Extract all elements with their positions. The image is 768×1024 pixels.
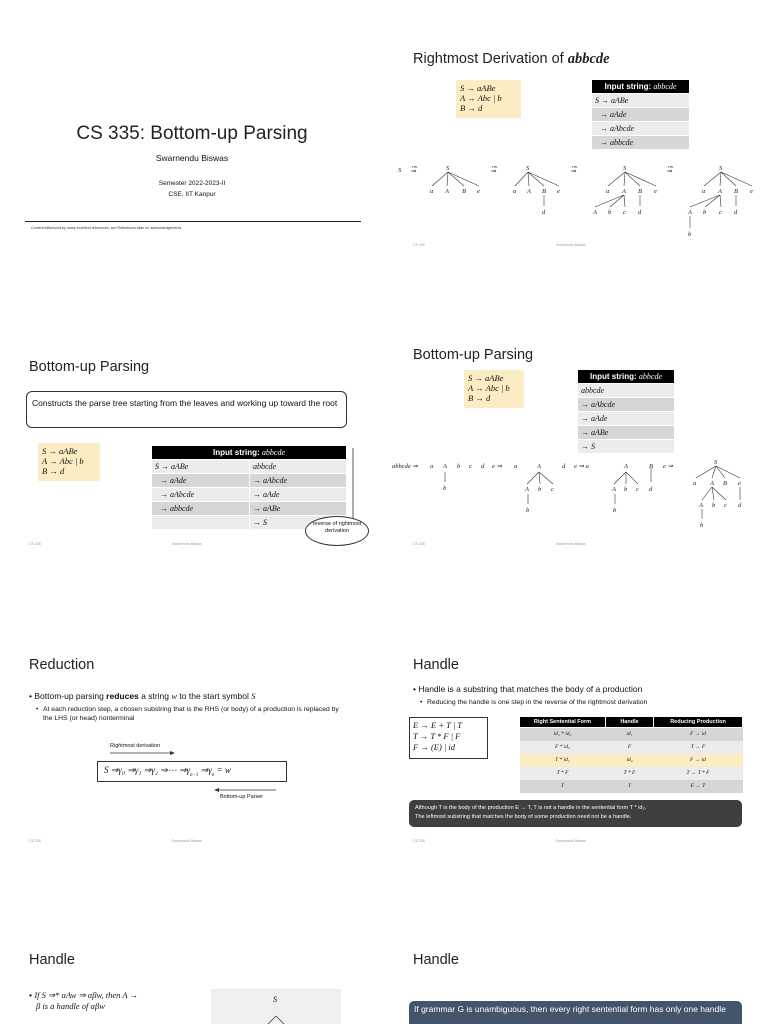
svg-text:d: d — [542, 209, 546, 216]
svg-text:b: b — [538, 486, 542, 493]
table-cell: → aAbcde — [152, 488, 250, 502]
production: B → d — [42, 466, 65, 476]
bullet-emphasis: reduces — [106, 691, 139, 701]
theorem-box — [409, 1001, 742, 1024]
svg-text:d: d — [738, 502, 742, 509]
slide-title: Handle — [413, 657, 459, 673]
header-math: abbcde — [261, 448, 285, 457]
production: E → E + T | T — [413, 720, 463, 730]
table-cell: id₂ — [626, 757, 633, 763]
footer-author: Swarnendu Biswas — [172, 839, 202, 843]
slide-handle-unambiguous — [384, 870, 768, 1024]
svg-text:rm: rm — [572, 164, 578, 169]
svg-text:e: e — [477, 188, 480, 195]
footer-course: CS 335 — [29, 839, 41, 843]
svg-text:rm: rm — [412, 164, 418, 169]
direction-arrows — [0, 580, 384, 870]
tree-root: S — [273, 995, 277, 1004]
bullet-text: If S ⇒* αAw ⇒ αβw, then A → — [34, 990, 139, 1000]
grammar-box — [456, 80, 521, 118]
table-cell: T — [560, 783, 565, 789]
svg-text:d: d — [481, 463, 485, 470]
svg-text:e ⇒ a: e ⇒ a — [574, 463, 589, 470]
svg-text:b: b — [613, 507, 617, 514]
table-row: → S — [578, 440, 675, 454]
reduction-table — [577, 369, 675, 454]
svg-text:c: c — [724, 502, 727, 509]
slide-bottom-up-trees — [384, 290, 768, 580]
table-cell: T * F — [556, 770, 569, 776]
table-cell: E → T — [690, 783, 706, 789]
table-cell: T — [627, 783, 632, 789]
slide-reduction — [0, 580, 384, 870]
bullet-text: β is a handle of αβw — [36, 1001, 105, 1011]
svg-text:⇒: ⇒ — [571, 168, 577, 175]
table-row: → aAde — [578, 412, 675, 426]
slide-title: Bottom-up Parsing — [413, 347, 534, 363]
table-cell: → aAbcde — [250, 474, 347, 488]
svg-text:e: e — [738, 480, 741, 487]
production: B → d — [468, 393, 491, 403]
label-bottom-up-parser: Bottom-up Parser — [220, 794, 264, 800]
bullet-text: Bottom-up parsing — [34, 691, 107, 701]
footnote: Content influenced by many excellent references, see References slide for acknowledgements. — [31, 226, 183, 230]
bullet: • Handle is a substring that matches the body of a production — [413, 684, 643, 694]
table-cell: F — [627, 744, 632, 750]
note-text: Although T is the body of the production E → T, T is not a handle in the sentential form T * id₂. — [415, 805, 647, 811]
svg-text:rm: rm — [668, 164, 674, 169]
svg-text:e: e — [750, 188, 753, 195]
svg-text:rm: rm — [492, 164, 498, 169]
svg-text:A: A — [527, 188, 531, 195]
header-math: abbcde — [638, 372, 662, 381]
deck-title: CS 335: Bottom-up Parsing — [76, 123, 308, 144]
note-box — [409, 800, 742, 827]
table-cell: T → F — [690, 744, 706, 750]
bullet: • Bottom-up parsing reduces a string w to the start symbol S — [29, 691, 256, 701]
svg-text:a: a — [693, 480, 697, 487]
slide-title: Handle — [413, 952, 459, 968]
svg-text:c: c — [469, 463, 472, 470]
note-text: The leftmost substring that matches the body of some production need not be a handle. — [415, 814, 632, 820]
svg-text:A: A — [443, 463, 447, 470]
svg-text:A: A — [699, 502, 703, 509]
table-row: S → aABe — [592, 94, 690, 108]
footer-author: Swarnendu Biswas — [556, 542, 586, 546]
table-cell: T * id₂ — [555, 757, 570, 763]
svg-text:d: d — [649, 486, 653, 493]
table-header — [592, 80, 690, 94]
svg-text:a: a — [702, 188, 706, 195]
svg-text:a: a — [430, 463, 434, 470]
svg-text:c: c — [623, 209, 626, 216]
svg-text:B: B — [542, 188, 546, 195]
svg-text:A: A — [718, 188, 722, 195]
parse-tree-panel — [211, 989, 341, 1024]
table-cell: F → id — [690, 731, 706, 738]
table-row: → aAde — [592, 108, 690, 122]
svg-text:A: A — [525, 486, 529, 493]
footer-course: CS 335 — [29, 542, 41, 546]
callout-bubble — [305, 516, 369, 546]
svg-text:B: B — [649, 463, 653, 470]
bullet-text: Handle is a substring that matches the body of a production — [418, 684, 643, 694]
definition-text: Constructs the parse tree starting from the leaves and working up toward the root — [32, 398, 338, 408]
footer-course: CS 335 — [413, 542, 425, 546]
svg-text:b: b — [688, 231, 692, 238]
table-header — [578, 370, 675, 384]
math-w: w — [171, 691, 178, 701]
svg-text:B: B — [638, 188, 642, 195]
footer-author: Swarnendu Biswas — [556, 243, 586, 247]
derivation-trees — [384, 158, 768, 248]
department: CSE, IIT Kanpur — [168, 191, 216, 198]
svg-text:e: e — [557, 188, 560, 195]
svg-text:A: A — [445, 188, 449, 195]
tree-edges — [211, 989, 341, 1024]
math-s: S — [251, 691, 256, 701]
svg-text:A: A — [593, 209, 597, 216]
grammar-box — [464, 370, 524, 408]
production: B → d — [460, 103, 483, 113]
column-header: Right Sentential Form — [520, 717, 606, 728]
svg-text:e ⇒: e ⇒ — [663, 463, 673, 470]
column-header: Reducing Production — [654, 717, 743, 728]
production: S → aABe — [468, 373, 504, 383]
table-cell: id₁ — [626, 731, 633, 738]
table-cell: → abbcde — [152, 502, 250, 516]
theorem-text: If grammar G is unambiguous, then every right sentential form has only one handle — [414, 1004, 726, 1014]
svg-text:c: c — [636, 486, 639, 493]
divider — [25, 221, 361, 222]
svg-text:b: b — [457, 463, 461, 470]
grammar-box — [409, 717, 488, 759]
sub-bullet: • At each reduction step, a chosen substring that is the RHS (or body) of a production is replaced by the LHS (or head) nonterminal — [36, 706, 339, 722]
table-row: → aAbcde — [592, 122, 690, 136]
slide-title: Handle — [29, 952, 75, 968]
svg-text:⇒: ⇒ — [491, 168, 497, 175]
header-math: abbcde — [653, 82, 677, 91]
svg-text:d: d — [734, 209, 738, 216]
header-text: Input string: — [590, 372, 639, 381]
svg-text:S: S — [719, 165, 723, 172]
title-text: Rightmost Derivation of — [413, 51, 568, 67]
bullet-text: to the start symbol — [177, 691, 252, 701]
svg-text:A: A — [622, 188, 626, 195]
sub-bullet-text: At each reduction step, a chosen substring that is the RHS (or body) of a production is replaced by the LHS (or head) nonterminal — [43, 706, 339, 722]
table-cell: F → id — [690, 757, 706, 763]
svg-text:e: e — [654, 188, 657, 195]
svg-text:b: b — [608, 209, 612, 216]
table-cell: T * F — [623, 770, 636, 776]
svg-text:⇒: ⇒ — [667, 168, 673, 175]
callout-text: reverse of rightmost derivation — [312, 521, 362, 534]
label-rightmost-derivation: Rightmost derivation — [110, 743, 161, 749]
column-header: Handle — [606, 717, 654, 728]
slide-bottom-up-parsing — [0, 290, 384, 580]
svg-text:abbcde ⇒: abbcde ⇒ — [392, 463, 418, 470]
production: A → Abc | b — [460, 93, 502, 103]
slide-handle-definition — [0, 870, 384, 1024]
svg-text:A: A — [710, 480, 714, 487]
table-row: → aAbcde — [578, 398, 675, 412]
table-cell: → aAde — [250, 488, 347, 502]
title-math: abbcde — [567, 51, 610, 67]
sub-bullet: • Reducing the handle is one step in the reverse of the rightmost derivation — [420, 699, 648, 706]
sub-bullet-text: Reducing the handle is one step in the reverse of the rightmost derivation — [427, 699, 648, 706]
svg-text:A: A — [537, 463, 541, 470]
table-cell: abbcde — [250, 460, 347, 474]
svg-text:b: b — [703, 209, 707, 216]
svg-text:S: S — [398, 167, 402, 174]
svg-text:B: B — [723, 480, 727, 487]
slide-title — [0, 0, 384, 290]
table-row: → abbcde — [592, 136, 690, 150]
footer-author: Swarnendu Biswas — [172, 542, 202, 546]
slide-title — [413, 51, 610, 68]
table-cell: → aAde — [152, 474, 250, 488]
footer-author: Swarnendu Biswas — [556, 839, 586, 843]
slide-title: Bottom-up Parsing — [29, 359, 150, 375]
svg-text:A: A — [688, 209, 692, 216]
svg-text:a: a — [514, 463, 518, 470]
production: S → aABe — [42, 446, 78, 456]
table-cell: → S — [250, 516, 347, 530]
production: F → (E) | id — [413, 742, 455, 752]
slide-rightmost-derivation — [384, 0, 768, 290]
svg-text:S: S — [714, 459, 718, 466]
svg-text:d: d — [562, 463, 566, 470]
author: Swarnendu Biswas — [155, 153, 229, 163]
table-cell: id₁ * id₂ — [553, 731, 572, 738]
table-cell: F * id₂ — [554, 744, 571, 750]
production: A → Abc | b — [468, 383, 510, 393]
svg-text:d: d — [638, 209, 642, 216]
derivation-table — [591, 79, 690, 150]
table-cell: T → T * F — [686, 770, 710, 776]
derivation-chain: S ⇒γ₀ ⇒γ₁ ⇒γ₂ ⇒⋯ $\Rightarrow\gamma_{n-1}$ $\Rightarrow\gamma_n = w$ — [97, 761, 287, 782]
table-cell: S → aABe — [152, 460, 250, 474]
svg-text:e ⇒: e ⇒ — [492, 463, 502, 470]
svg-text:b: b — [712, 502, 716, 509]
slide-title: Reduction — [29, 657, 95, 673]
footer-course: CS 335 — [413, 839, 425, 843]
table-row: → aABe — [578, 426, 675, 440]
svg-text:A: A — [624, 463, 628, 470]
svg-text:B: B — [462, 188, 466, 195]
svg-text:S: S — [446, 165, 450, 172]
bullet-text: a string — [138, 691, 172, 701]
bullet: • If S ⇒* αAw ⇒ αβw, then A → β is a handle of αβw — [29, 990, 139, 1011]
svg-text:A: A — [612, 486, 616, 493]
svg-text:S: S — [623, 165, 627, 172]
handle-table — [519, 716, 743, 793]
svg-text:⇒: ⇒ — [411, 168, 417, 175]
svg-text:b: b — [526, 507, 530, 514]
svg-text:a: a — [513, 188, 517, 195]
svg-text:a: a — [606, 188, 610, 195]
table-row: abbcde — [578, 384, 675, 398]
production: S → aABe — [460, 83, 496, 93]
svg-text:c: c — [551, 486, 554, 493]
footer-course: CS 335 — [413, 243, 425, 247]
production: A → Abc | b — [42, 456, 84, 466]
svg-text:b: b — [624, 486, 628, 493]
slide-handle-table — [384, 580, 768, 870]
header-text: Input string: — [213, 448, 262, 457]
svg-text:a: a — [430, 188, 434, 195]
svg-text:b: b — [443, 485, 447, 492]
semester: Semester 2022-2023-II — [158, 180, 226, 187]
table-cell: → aABe — [250, 502, 347, 516]
svg-text:B: B — [734, 188, 738, 195]
svg-text:c: c — [719, 209, 722, 216]
svg-text:S: S — [526, 165, 530, 172]
svg-text:b: b — [700, 522, 704, 529]
header-text: Input string: — [604, 82, 654, 91]
production: T → T * F | F — [413, 731, 461, 741]
